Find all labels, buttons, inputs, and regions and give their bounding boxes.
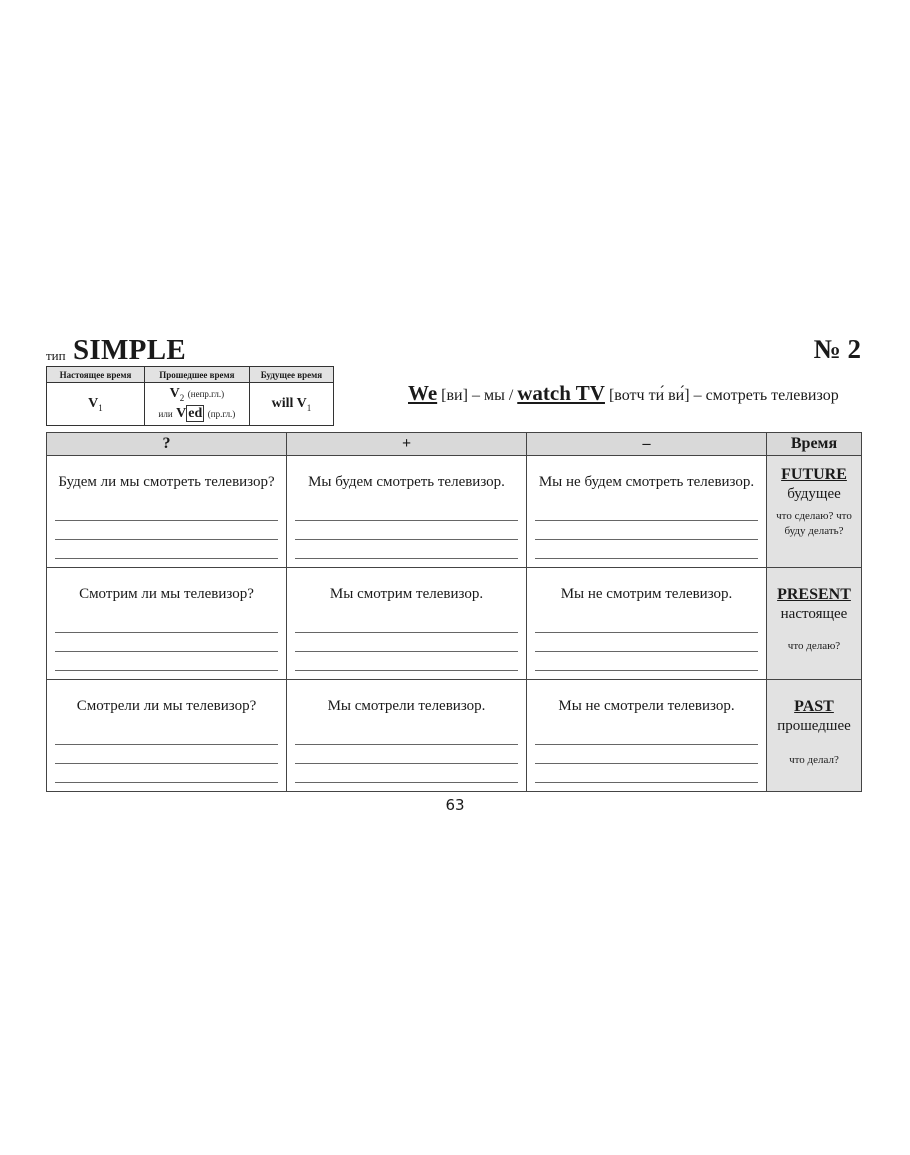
tense-russian: прошедшее <box>777 718 851 734</box>
column-question: ? <box>47 433 287 456</box>
cell-negative: Мы не смотрим телевизор. <box>527 568 767 680</box>
header-past: Прошедшее время <box>144 367 249 383</box>
tense-name: PRESENT <box>777 586 851 603</box>
type-name: SIMPLE <box>73 334 186 366</box>
row-past <box>47 680 862 792</box>
answer-lines[interactable] <box>295 614 518 671</box>
answer-lines[interactable] <box>295 502 518 559</box>
cell-positive: Мы смотрим телевизор. <box>287 568 527 680</box>
answer-lines[interactable] <box>55 614 278 671</box>
tense-russian: настоящее <box>780 606 848 622</box>
page-number: 63 <box>445 796 465 814</box>
formula-future: will $V_1$ <box>249 383 333 426</box>
header-present: Настоящее время <box>47 367 145 383</box>
tense-russian: будущее <box>787 486 841 502</box>
tense-question: что делал? <box>789 754 839 766</box>
tense-formula-table <box>46 366 334 426</box>
tense-name: FUTURE <box>781 466 847 483</box>
answer-lines[interactable] <box>295 726 518 783</box>
row-future <box>47 456 862 568</box>
cell-question: Смотрим ли мы телевизор? <box>47 568 287 680</box>
word-we: We <box>408 381 438 405</box>
word-watch-tv-translation: [вотч ти́ ви́] – смотреть телевизор <box>608 387 839 404</box>
formula-present: $V_1$ <box>47 383 145 426</box>
cell-negative: Мы не смотрели телевизор. <box>527 680 767 792</box>
cell-question: Смотрели ли мы телевизор? <box>47 680 287 792</box>
tense-question: что сделаю? что буду делать? <box>776 510 852 537</box>
cell-time <box>767 456 862 568</box>
column-negative: – <box>527 433 767 456</box>
answer-lines[interactable] <box>55 726 278 783</box>
cell-positive: Мы смотрели телевизор. <box>287 680 527 792</box>
word-watch-tv: watch TV <box>517 381 605 405</box>
answer-lines[interactable] <box>535 502 758 559</box>
ed-box: ed <box>188 405 203 421</box>
cell-question: Будем ли мы смотреть телевизор? <box>47 456 287 568</box>
formula-past: $V_2$ (непр.гл.) или V ed (пр.гл.) <box>144 383 249 426</box>
row-present <box>47 568 862 680</box>
title-row <box>46 334 861 366</box>
column-time: Время <box>767 433 862 456</box>
cell-negative: Мы не будем смотреть телевизор. <box>527 456 767 568</box>
header-future: Будущее время <box>249 367 333 383</box>
tense-question: что делаю? <box>787 640 841 652</box>
answer-lines[interactable] <box>55 502 278 559</box>
cell-time <box>767 680 862 792</box>
exercise-number: № 2 <box>813 334 861 364</box>
type-prefix: тип <box>46 348 66 363</box>
answer-lines[interactable] <box>535 726 758 783</box>
word-we-translation: [ви] – мы / <box>441 387 514 404</box>
cell-positive: Мы будем смотреть телевизор. <box>287 456 527 568</box>
answer-lines[interactable] <box>535 614 758 671</box>
tense-name: PAST <box>794 698 834 715</box>
cell-time <box>767 568 862 680</box>
exercise-grid <box>46 432 862 792</box>
vocabulary-phrase <box>408 381 839 406</box>
column-positive: + <box>287 433 527 456</box>
